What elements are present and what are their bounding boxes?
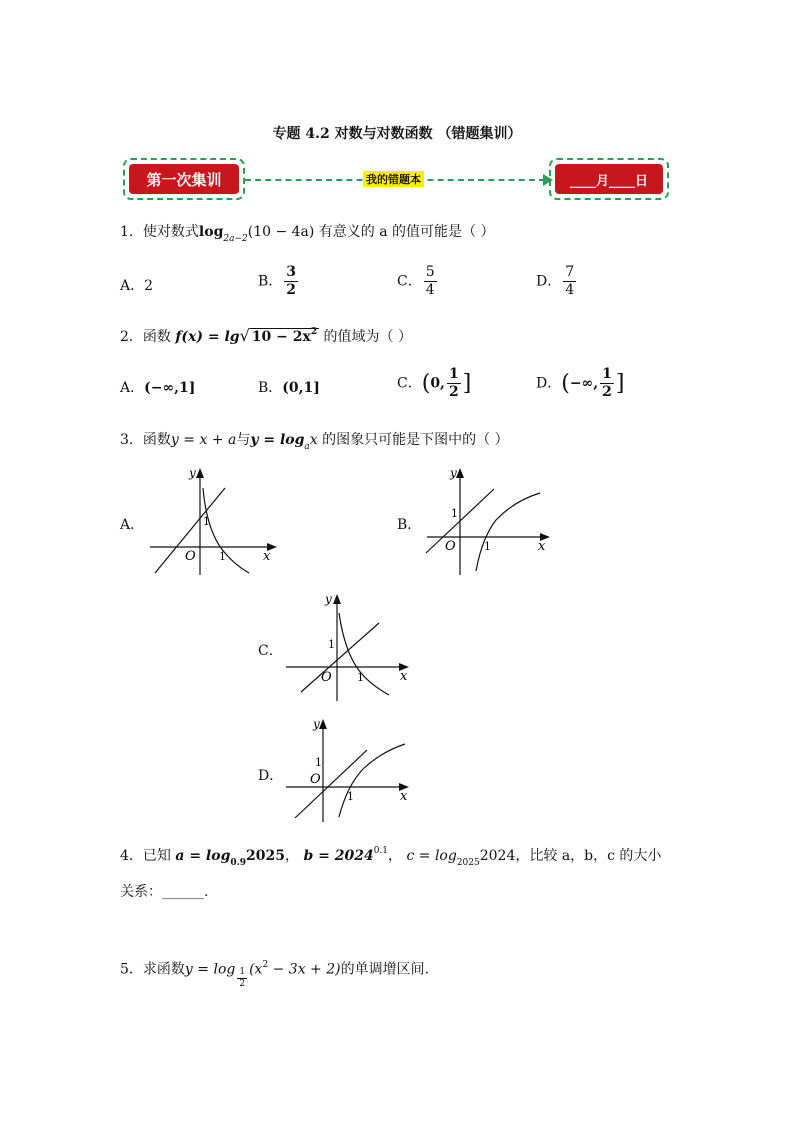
svg-text:y: y [325, 592, 332, 606]
q3-graph-c [283, 589, 418, 704]
q3-option-c[interactable]: C． [258, 643, 283, 659]
left-box-frame [123, 158, 245, 200]
q1-option-d[interactable]: D． $\frac{7}{4}$ [536, 264, 575, 298]
svg-text:1: 1 [484, 540, 491, 553]
q2-option-c[interactable]: C．(0, $\frac{1}{2}$ ] [397, 366, 472, 400]
q3-graph-b [422, 463, 557, 578]
q5-function: y = log [184, 961, 236, 978]
q1-log-base: 2a−2 [223, 234, 248, 244]
svg-text:O: O [185, 549, 196, 564]
error-book-label: 我的错题本 [363, 171, 424, 187]
svg-text:x: x [263, 549, 271, 564]
q2-radicand: $10 - 2x^2$ [251, 327, 318, 345]
q3-option-b[interactable]: B． [397, 517, 422, 533]
q2-function: f(x) = lg [175, 329, 240, 345]
svg-text:x: x [538, 539, 546, 554]
svg-text:O: O [321, 670, 332, 685]
q4-answer-line: 关系：______. [120, 884, 209, 900]
question-3: 3．函数y = x + a与$y = \log_ax$ 的图象只可能是下图中的（ ） [120, 432, 509, 452]
q3-graph-a [145, 463, 280, 578]
svg-text:1: 1 [203, 515, 210, 528]
svg-text:y: y [450, 466, 457, 480]
q1-text: 使对数式 [142, 224, 199, 240]
q1-log-arg: (10 − 4a) [247, 224, 315, 240]
q1-number: 1． [120, 224, 143, 240]
svg-text:1: 1 [315, 756, 322, 769]
q2-option-d[interactable]: D．(−∞, $\frac{1}{2}$ ] [536, 366, 625, 400]
q3-graph-d [283, 714, 418, 824]
q1-log: log [198, 224, 224, 240]
q3-line-func: y = x + a [170, 432, 237, 448]
svg-text:1: 1 [347, 790, 354, 803]
svg-text:y: y [313, 717, 320, 731]
banner [123, 158, 669, 200]
svg-text:O: O [310, 772, 321, 787]
q3-option-d[interactable]: D． [258, 768, 284, 784]
first-training-label: 第一次集训 [129, 164, 239, 194]
q1-tail: 有意义的 a 的值可能是（ ） [314, 224, 495, 240]
question-2: 2．函数 f(x) = lg√ $10 - 2x^2$ 的值域为（ ） [120, 326, 413, 345]
svg-text:1: 1 [357, 671, 364, 684]
svg-text:y: y [189, 466, 196, 480]
right-box-frame [549, 158, 669, 200]
q1-option-a[interactable]: A．2 [120, 278, 154, 294]
date-label: ____月____日 [555, 164, 663, 194]
q1-option-b[interactable]: B． $\frac{3}{2}$ [258, 264, 297, 298]
question-4: 4．已知 $a = \log_{0.9}2025$， $b = 2024^{0.1}$， $c = \log_{2025}2024$，比较 a，b，c 的大小 [120, 846, 662, 868]
q4-a-expr: a = log [175, 848, 231, 864]
page-title: 专题 4.2 对数与对数函数 （错题集训） [272, 126, 522, 142]
question-1 [120, 222, 495, 244]
svg-text:O: O [445, 539, 456, 554]
svg-text:1: 1 [328, 638, 335, 651]
svg-text:1: 1 [451, 507, 458, 520]
q3-log-func: y = log [250, 432, 305, 448]
svg-text:1: 1 [219, 550, 226, 563]
q3-option-a[interactable]: A． [120, 517, 145, 533]
svg-text:x: x [400, 789, 408, 804]
q2-option-b[interactable]: B．(0,1] [258, 380, 320, 396]
question-5: 5．求函数y = log $\frac{1}{2}$ $(x^2 - 3x + 2)$的单调增区间. [120, 959, 430, 989]
q1-option-c[interactable]: C． $\frac{5}{4}$ [397, 264, 435, 298]
q4-c-expr: c = log [406, 848, 457, 864]
svg-text:x: x [400, 669, 408, 684]
q2-option-a[interactable]: A．(−∞,1] [120, 380, 196, 396]
q4-b-expr: b = 2024 [303, 848, 374, 864]
